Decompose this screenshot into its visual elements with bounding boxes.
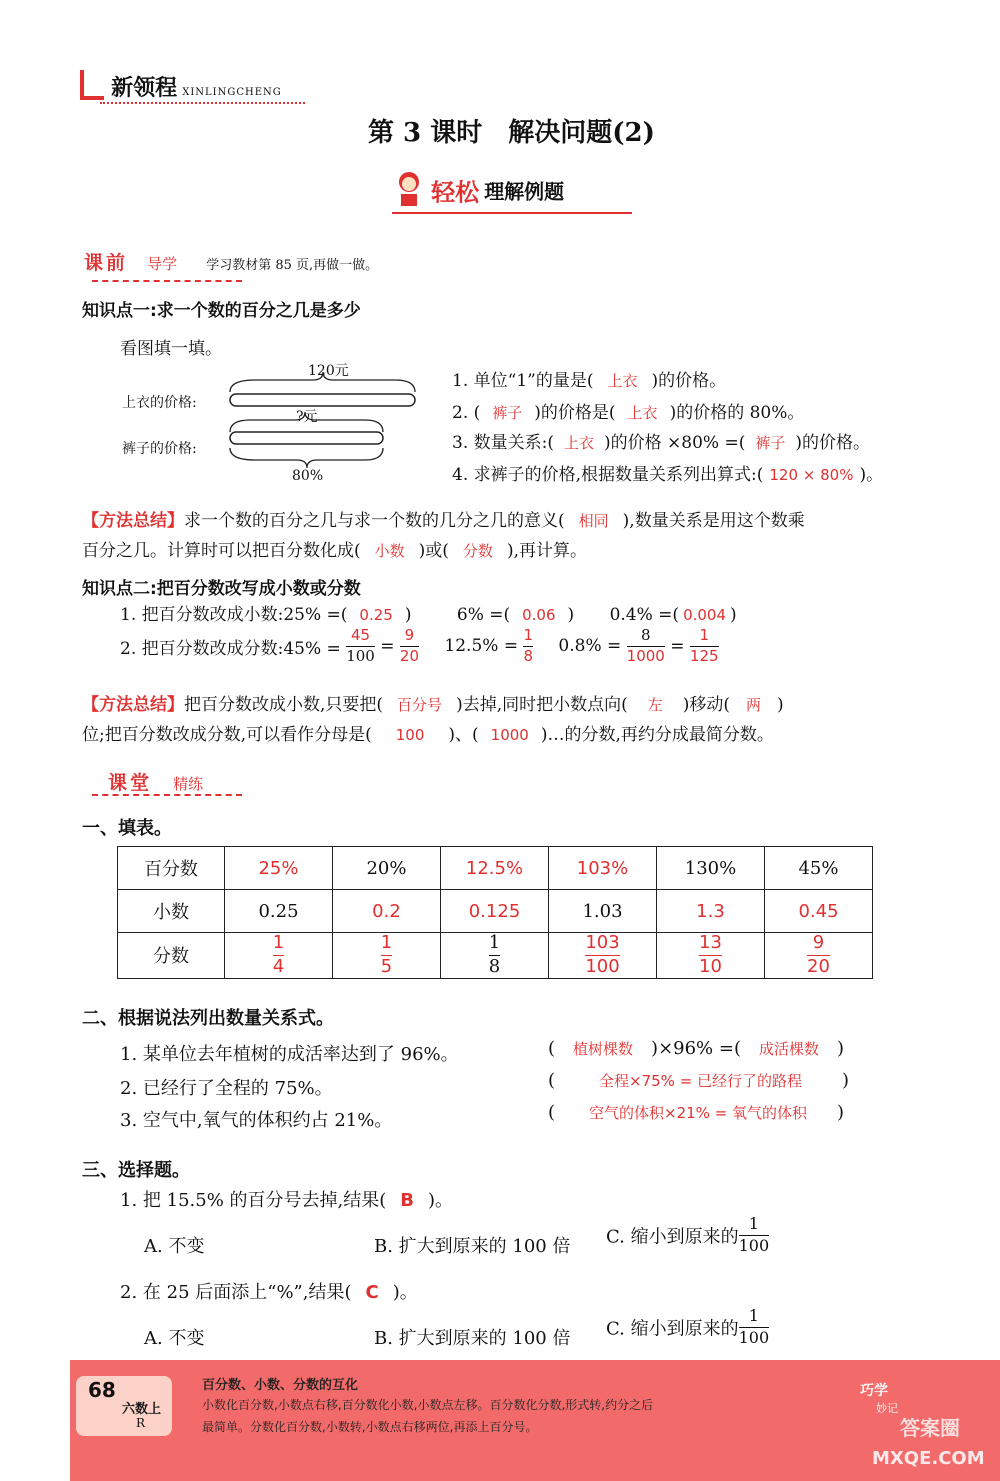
cell-decimal[interactable]: 0.125 — [441, 890, 549, 933]
method1-line2: 百分之几。计算时可以把百分数化成( 小数 )或( 分数 ),再计算。 — [82, 541, 587, 561]
table-row — [118, 847, 873, 890]
fraction-9-20: $\frac{9}{20}$ — [399, 626, 419, 665]
kp1-q1: 1. 单位“1”的量是( 上衣 )的价格。 — [452, 371, 727, 391]
cell-percent[interactable]: 25% — [225, 847, 333, 890]
diagram-top-label: 120元 — [308, 363, 349, 379]
method2-line2: 位;把百分数改成分数,可以看作分母是( 100 )、( 1000 )…的分数,再约分成最简分数。 — [82, 725, 774, 745]
footer-line2: 最简单。分数化百分数,小数转,小数点右移两位,再添上百分号。 — [202, 1420, 538, 1434]
kp1-q3-answer2[interactable]: 裤子 — [755, 434, 786, 452]
method1-tag: 【方法总结】 — [82, 511, 184, 531]
fraction-45-100: $\frac{45}{100}$ — [346, 626, 375, 665]
fraction-1-125: $\frac{1}{125}$ — [689, 626, 719, 665]
method2-line1: 【方法总结】把百分数改成小数,只要把( 百分号 )去掉,同时把小数点向( 左 )移动( 两 ) — [82, 695, 784, 715]
table-row — [118, 890, 873, 933]
mascot-icon — [392, 170, 426, 210]
cell-fraction[interactable]: $\frac{1}{5}$ — [333, 933, 441, 979]
diagram-mid-label: ?元 — [296, 409, 318, 425]
cell-fraction[interactable]: $\frac{9}{20}$ — [765, 933, 873, 979]
cell-decimal[interactable]: 0.45 — [765, 890, 873, 933]
method2-tag: 【方法总结】 — [82, 695, 184, 715]
cell-decimal: 0.25 — [225, 890, 333, 933]
kp1-q2-answer2[interactable]: 上衣 — [627, 404, 658, 422]
banner-underline — [392, 212, 632, 214]
fill-table — [117, 846, 873, 979]
ex2-a3: ( 空气的体积×21% = 氧气的体积 ) — [548, 1102, 845, 1123]
method1-answer3[interactable]: 分数 — [462, 542, 493, 560]
method2-answer5[interactable]: 1000 — [490, 726, 529, 744]
kp1-q2: 2. ( 裤子 )的价格是( 上衣 )的价格的 80%。 — [452, 403, 805, 423]
method2-answer4[interactable]: 100 — [395, 726, 425, 744]
diagram-bottom-label: 80% — [292, 468, 324, 484]
cell-percent[interactable]: 12.5% — [441, 847, 549, 890]
method2-answer3[interactable]: 两 — [746, 696, 762, 714]
ex3-q2-opt-c[interactable]: C. 缩小到原来的 $\frac{1}{100}$ — [606, 1306, 770, 1347]
footer-grade: 六数上 — [122, 1402, 162, 1417]
ex2-answer1b[interactable]: 成活棵数 — [759, 1040, 820, 1058]
section-class-sub: 精练 — [173, 775, 204, 793]
cell-percent: 130% — [657, 847, 765, 890]
section-pre-tag: 课前 导学 学习教材第 85 页,再做一做。 — [84, 252, 379, 274]
cell-fraction[interactable]: $\frac{1}{4}$ — [225, 933, 333, 979]
section-pre-rule — [92, 280, 242, 282]
row-label-percent: 百分数 — [118, 847, 225, 890]
ex3-q1-opt-c[interactable]: C. 缩小到原来的 $\frac{1}{100}$ — [606, 1214, 770, 1255]
cell-fraction[interactable]: $\frac{13}{10}$ — [657, 933, 765, 979]
ex3-q1: 1. 把 15.5% 的百分号去掉,结果( B )。 — [120, 1190, 454, 1211]
kp1-q4: 4. 求裤子的价格,根据数量关系列出算式:( 120 × 80% )。 — [452, 465, 884, 485]
method2-answer2[interactable]: 左 — [647, 696, 663, 714]
section-pre-note: 学习教材第 85 页,再做一做。 — [206, 258, 379, 273]
fraction-8-1000: $\frac{8}{1000}$ — [626, 626, 665, 665]
cell-fraction: $\frac{1}{8}$ — [441, 933, 549, 979]
banner-rest: 理解例题 — [484, 179, 565, 204]
ex3-q2: 2. 在 25 后面添上“%”,结果( C )。 — [120, 1282, 418, 1303]
banner-em: 轻松 — [431, 178, 480, 207]
ex2-q2: 2. 已经行了全程的 75%。 — [120, 1078, 333, 1099]
method1-line1: 【方法总结】求一个数的百分之几与求一个数的几分之几的意义( 相同 ),数量关系是用这个数乘 — [82, 511, 805, 531]
ex2-heading: 二、根据说法列出数量关系式。 — [82, 1008, 334, 1029]
brand-pinyin: XINLINGCHENG — [182, 87, 282, 98]
cell-percent[interactable]: 103% — [549, 847, 657, 890]
kp1-q1-answer[interactable]: 上衣 — [607, 372, 638, 390]
method2-answer1[interactable]: 百分号 — [397, 696, 443, 714]
row-label-decimal: 小数 — [118, 890, 225, 933]
table-row — [118, 933, 873, 979]
ex3-heading: 三、选择题。 — [82, 1160, 190, 1181]
kp2-q1: 1. 把百分数改成小数:25% =( 0.25 ) 6% =( 0.06 ) 0.4% =( 0.004 ) — [120, 605, 737, 625]
footer-edition: R — [136, 1416, 146, 1430]
brand-logo — [78, 66, 282, 102]
ex2-answer3[interactable]: 空气的体积×21% = 氧气的体积 — [589, 1104, 808, 1122]
cell-decimal[interactable]: 0.2 — [333, 890, 441, 933]
ex2-a2: ( 全程×75% = 已经行了的路程 ) — [548, 1070, 850, 1091]
kp2-q1-answer3[interactable]: 0.004 — [683, 606, 727, 624]
kp1-instruction: 看图填一填。 — [120, 339, 222, 359]
kp2-q1-answer1[interactable]: 0.25 — [359, 606, 393, 624]
cell-fraction[interactable]: $\frac{103}{100}$ — [549, 933, 657, 979]
ex2-answer1a[interactable]: 植树棵数 — [573, 1040, 634, 1058]
brand-name: 新领程 — [111, 76, 178, 101]
ex3-q2-opt-b[interactable]: B. 扩大到原来的 100 倍 — [374, 1328, 571, 1349]
ex3-answer2[interactable]: C — [365, 1282, 379, 1303]
section-pre-sub: 导学 — [147, 255, 178, 273]
kp1-q3: 3. 数量关系:( 上衣 )的价格 ×80% =( 裤子 )的价格。 — [452, 433, 871, 453]
method1-answer1[interactable]: 相同 — [578, 512, 609, 530]
cell-percent: 20% — [333, 847, 441, 890]
kp2-heading: 知识点二:把百分数改写成小数或分数 — [82, 579, 361, 599]
kp1-q3-answer1[interactable]: 上衣 — [563, 434, 594, 452]
footer-line1: 小数化百分数,小数点右移,百分数化小数,小数点左移。百分数化分数,形式转,约分之后 — [202, 1398, 654, 1412]
footer-title: 百分数、小数、分数的互化 — [202, 1378, 359, 1393]
header-rule — [100, 102, 305, 104]
ex3-q1-opt-a[interactable]: A. 不变 — [144, 1236, 205, 1257]
ex3-answer1[interactable]: B — [400, 1190, 414, 1211]
line-diagram — [225, 372, 425, 472]
page-title: 第 3 课时 解决问题(2) — [368, 118, 655, 148]
method1-answer2[interactable]: 小数 — [374, 542, 405, 560]
footer-side-sub: 妙记 — [876, 1402, 898, 1415]
ex3-q2-opt-a[interactable]: A. 不变 — [144, 1328, 205, 1349]
ex3-q1-opt-b[interactable]: B. 扩大到原来的 100 倍 — [374, 1236, 571, 1257]
watermark-url: MXQE.COM — [872, 1448, 985, 1469]
banner — [392, 170, 564, 210]
row-label-fraction: 分数 — [118, 933, 225, 979]
cell-decimal[interactable]: 1.3 — [657, 890, 765, 933]
ex2-a1: ( 植树棵数 )×96% =( 成活棵数 ) — [548, 1038, 845, 1059]
cell-percent: 45% — [765, 847, 873, 890]
ex2-q3: 3. 空气中,氧气的体积约占 21%。 — [120, 1110, 393, 1131]
diagram-row2-label: 裤子的价格: — [122, 441, 197, 457]
watermark: 答案圈 — [900, 1416, 960, 1440]
ex1-heading: 一、填表。 — [82, 818, 172, 839]
kp1-heading: 知识点一:求一个数的百分之几是多少 — [82, 301, 361, 321]
kp2-q2: 2. 把百分数改成分数:45% = $\frac{45}{100}$ = $\frac{9}{20}$ 12.5% = $\frac{1}{8}$ 0.8% = $\frac{8}{1000}$ = $\frac{1}{125}$ — [120, 626, 719, 665]
ex2-answer2[interactable]: 全程×75% = 已经行了的路程 — [599, 1072, 803, 1090]
kp1-q2-answer1[interactable]: 裤子 — [492, 404, 523, 422]
ex2-q1: 1. 某单位去年植树的成活率达到了 96%。 — [120, 1044, 459, 1065]
footer-side: 巧学 — [860, 1383, 888, 1399]
page-number: 68 — [88, 1378, 116, 1402]
section-class-rule — [92, 794, 242, 796]
cell-decimal: 1.03 — [549, 890, 657, 933]
section-class-tag: 课堂 精练 — [108, 772, 204, 794]
fraction-1-8: $\frac{1}{8}$ — [523, 626, 534, 665]
diagram-row1-label: 上衣的价格: — [122, 395, 197, 411]
kp2-q1-answer2[interactable]: 0.06 — [522, 606, 556, 624]
kp1-q4-answer[interactable]: 120 × 80% — [769, 466, 854, 484]
